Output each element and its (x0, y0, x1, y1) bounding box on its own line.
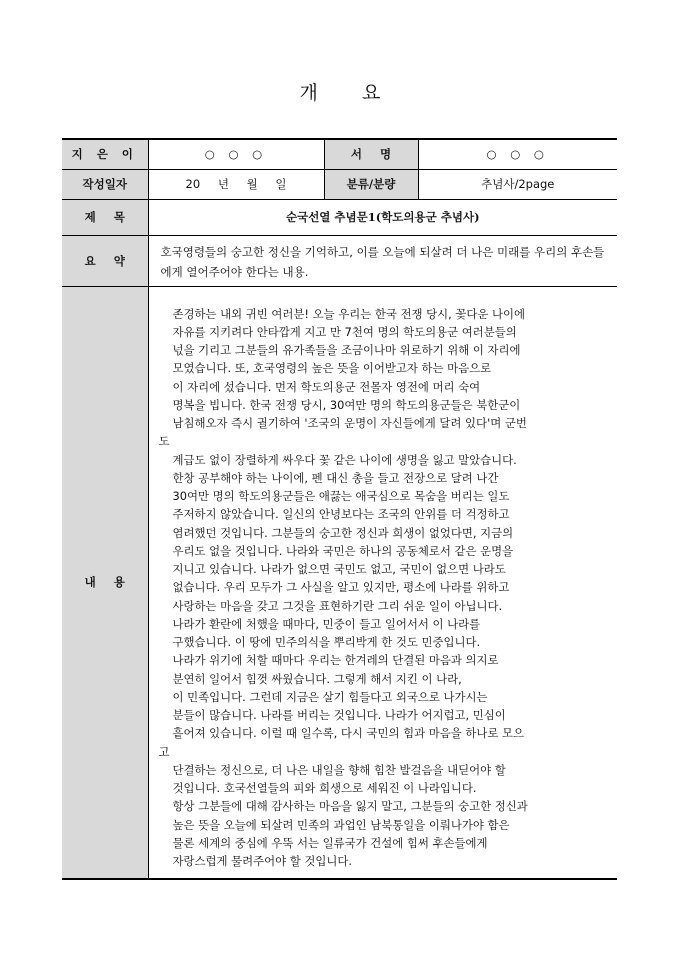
author-value: ○ ○ ○ (148, 139, 324, 169)
category-label: 분류/분량 (324, 169, 418, 199)
content-line: 주저하지 않았습니다. 일신의 안녕보다는 조국의 안위를 더 걱정하고 (172, 507, 510, 522)
signature-label: 서 명 (324, 139, 418, 169)
content-line: 명복을 빕니다. 한국 전쟁 당시, 30여만 명의 학도의용군들은 북한군이 (172, 397, 521, 412)
summary-text: 호국영령들의 숭고한 정신을 기억하고, 이를 오늘에 되살려 더 나은 미래를 우리의 후손들에게 열어주어야 한다는 내용. (148, 235, 617, 286)
content-line: 없습니다. 우리 모두가 그 사실을 알고 있지만, 평소에 나라를 위하고 (172, 580, 510, 595)
content-line: 존경하는 내외 귀빈 여러분! 오늘 우리는 한국 전쟁 당시, 꽃다운 나이에 (172, 306, 525, 321)
summary-label: 요 약 (62, 235, 148, 286)
category-value: 추념사/2page (418, 169, 617, 199)
content-line: 우리도 없을 것입니다. 나라와 국민은 하나의 공동체로서 같은 운명을 (172, 543, 514, 558)
signature-value: ○ ○ ○ (418, 139, 617, 169)
page-title-right: 요 (362, 82, 381, 104)
content-lines (159, 305, 608, 871)
content-line: 자유를 지키려다 안타깝게 지고 만 7천여 명의 학도의용군 여러분들의 (172, 324, 517, 339)
content-line: 모였습니다. 또, 호국영령의 높은 뜻을 이어받고자 하는 마음으로 (172, 361, 492, 376)
content-line: 이 자리에 섰습니다. 먼저 학도의용군 전몰자 영전에 머리 숙여 (172, 379, 481, 394)
content-line: 30여만 명의 학도의용군들은 애끓는 애국심으로 목숨을 버리는 일도 (172, 489, 510, 503)
content-line: 단결하는 정신으로, 더 나은 내일을 향해 힘찬 발걸음을 내딛어야 할 (172, 762, 506, 777)
content-line: 항상 그분들에 대해 감사하는 마음을 잃지 말고, 그분들의 숭고한 정신과 (172, 799, 528, 814)
content-line: 분연히 일어서 힘껏 싸웠습니다. 그렇게 해서 지킨 이 나라, (172, 671, 462, 686)
content-line: 한창 공부해야 하는 나이에, 펜 대신 총을 들고 전장으로 달려 나간 (172, 470, 499, 485)
content-line: 구했습니다. 이 땅에 민주의식을 뿌리박게 한 것도 민중입니다. (172, 635, 481, 649)
content-line: 계급도 없이 장렬하게 싸우다 꽃 같은 나이에 생명을 잃고 말았습니다. (172, 452, 517, 467)
content-line: 흩어져 있습니다. 이럴 때 일수록, 다시 국민의 힘과 마음을 하나로 모으 (172, 726, 525, 741)
content-body (148, 286, 617, 879)
title-label: 제 목 (62, 199, 148, 235)
author-label: 지 은 이 (62, 139, 148, 169)
content-line: 고 (158, 744, 170, 759)
content-line: 물론 세계의 중심에 우뚝 서는 일류국가 건설에 힘써 후손들에게 (172, 835, 488, 850)
page-title-left: 개 (299, 82, 318, 104)
content-line: 높은 뜻을 오늘에 되살려 민족의 과업인 남북통일을 이뤄나가야 함은 (172, 817, 510, 832)
page-title (0, 78, 680, 105)
content-line: 나라가 위기에 처할 때마다 우리는 한겨레의 단결된 마음과 의지로 (172, 653, 499, 668)
outline-form-table (62, 138, 617, 880)
content-line: 도 (158, 434, 170, 449)
content-line: 넋을 기리고 그분들의 유가족들을 조금이나마 위로하기 위해 이 자리에 (172, 343, 521, 357)
content-line: 것입니다. 호국선열들의 피와 희생으로 세워진 이 나라입니다. (172, 781, 477, 795)
content-line: 이 민족입니다. 그런데 지금은 살기 힘들다고 외국으로 나가시는 (172, 689, 488, 704)
content-line: 사랑하는 마음을 갖고 그것을 표현하기란 그리 쉬운 일이 아닙니다. (172, 598, 503, 613)
date-value: 20 년 월 일 (148, 169, 324, 199)
content-line: 자랑스럽게 물려주어야 할 것입니다. (172, 854, 353, 868)
content-line: 나라가 환란에 처했을 때마다, 민중이 들고 일어서서 이 나라를 (172, 616, 481, 631)
date-label: 작성일자 (62, 169, 148, 199)
content-line: 남침해오자 즉시 궐기하여 '조국의 운명이 자신들에게 달려 있다'며 군번 (172, 416, 527, 430)
document-title: 순국선열 추념문1(학도의용군 추념사) (148, 199, 617, 235)
content-line: 염려했던 것입니다. 그분들의 숭고한 정신과 희생이 없었다면, 지금의 (172, 525, 514, 540)
content-label: 내 용 (62, 286, 148, 879)
content-line: 분들이 많습니다. 나라를 버리는 것입니다. 나라가 어지럽고, 민심이 (172, 708, 506, 722)
content-line: 지니고 있습니다. 나라가 없으면 국민도 없고, 국민이 없으면 나라도 (172, 562, 506, 576)
